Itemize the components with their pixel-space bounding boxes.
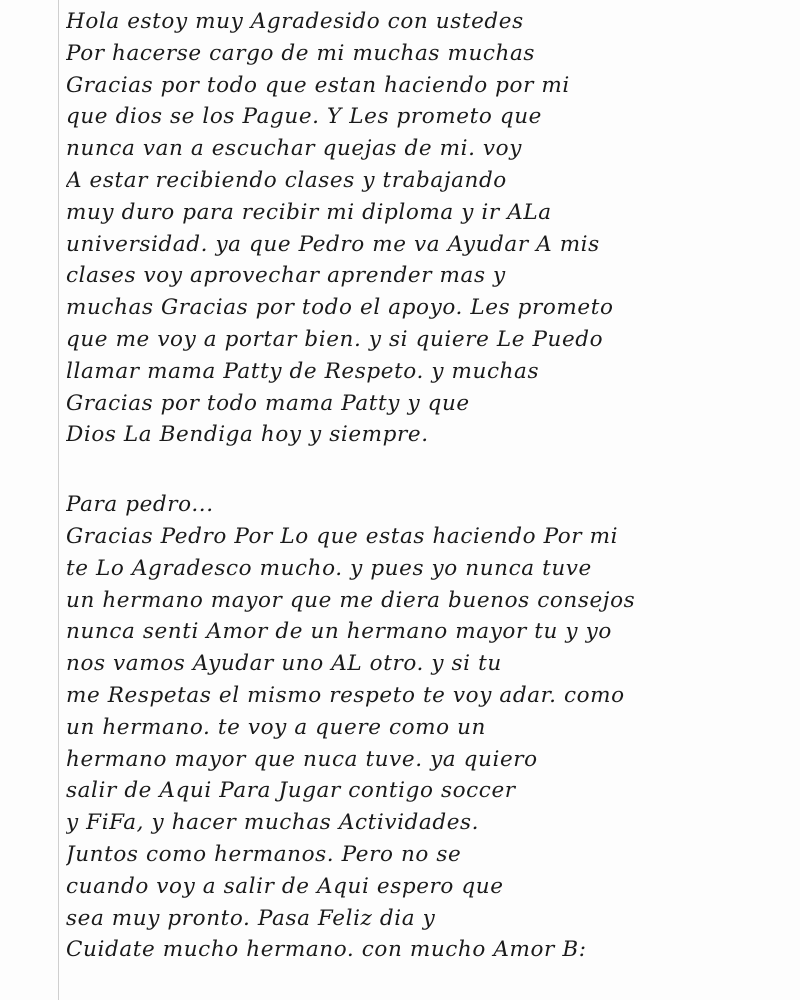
letter-line: muy duro para recibir mi diploma y ir ALa [66, 199, 552, 225]
letter-line: Gracias Pedro Por Lo que estas haciendo Por mi [66, 523, 619, 549]
handwritten-letter [66, 6, 786, 966]
letter-line: un hermano. te voy a quere como un [66, 714, 486, 740]
margin-line [58, 0, 59, 1000]
letter-line: nunca senti Amor de un hermano mayor tu y yo [66, 619, 612, 645]
letter-line: te Lo Agradesco mucho. y pues yo nunca tuve [66, 555, 592, 581]
letter-line: nunca van a escuchar quejas de mi. voy [66, 136, 522, 162]
letter-line: que me voy a portar bien. y si quiere Le Puedo [66, 326, 604, 352]
letter-line: llamar mama Patty de Respeto. y muchas [66, 358, 540, 384]
letter-line: Cuidate mucho hermano. con mucho Amor B: [66, 937, 587, 963]
letter-line: Gracias por todo mama Patty y que [66, 390, 470, 416]
letter-line: muchas Gracias por todo el apoyo. Les prometo [66, 295, 614, 321]
letter-line: salir de Aqui Para Jugar contigo soccer [66, 778, 516, 804]
letter-line: A estar recibiendo clases y trabajando [66, 167, 507, 193]
letter-line: que dios se los Pague. Y Les prometo que [66, 104, 542, 130]
letter-line: sea muy pronto. Pasa Feliz dia y [66, 905, 436, 931]
letter-line: universidad. ya que Pedro me va Ayudar A mis [66, 231, 600, 257]
letter-line: Gracias por todo que estan haciendo por mi [66, 72, 570, 98]
letter-line: Por hacerse cargo de mi muchas muchas [66, 40, 536, 66]
letter-line: me Respetas el mismo respeto te voy adar. como [66, 682, 625, 708]
letter-line: clases voy aprovechar aprender mas y [66, 263, 506, 289]
letter-line: Hola estoy muy Agradesido con ustedes [66, 9, 524, 34]
letter-line: cuando voy a salir de Aqui espero que [66, 873, 504, 899]
letter-line: Juntos como hermanos. Pero no se [66, 841, 462, 867]
letter-line: un hermano mayor que me diera buenos consejos [66, 587, 636, 613]
letter-line: hermano mayor que nuca tuve. ya quiero [66, 746, 538, 772]
letter-line: nos vamos Ayudar uno AL otro. y si tu [66, 651, 502, 677]
letter-line: y FiFa, y hacer muchas Actividades. [66, 810, 480, 836]
letter-line: Dios La Bendiga hoy y siempre. [66, 422, 429, 448]
letter-greeting: Para pedro... [66, 492, 214, 518]
paragraph-gap [66, 451, 786, 489]
